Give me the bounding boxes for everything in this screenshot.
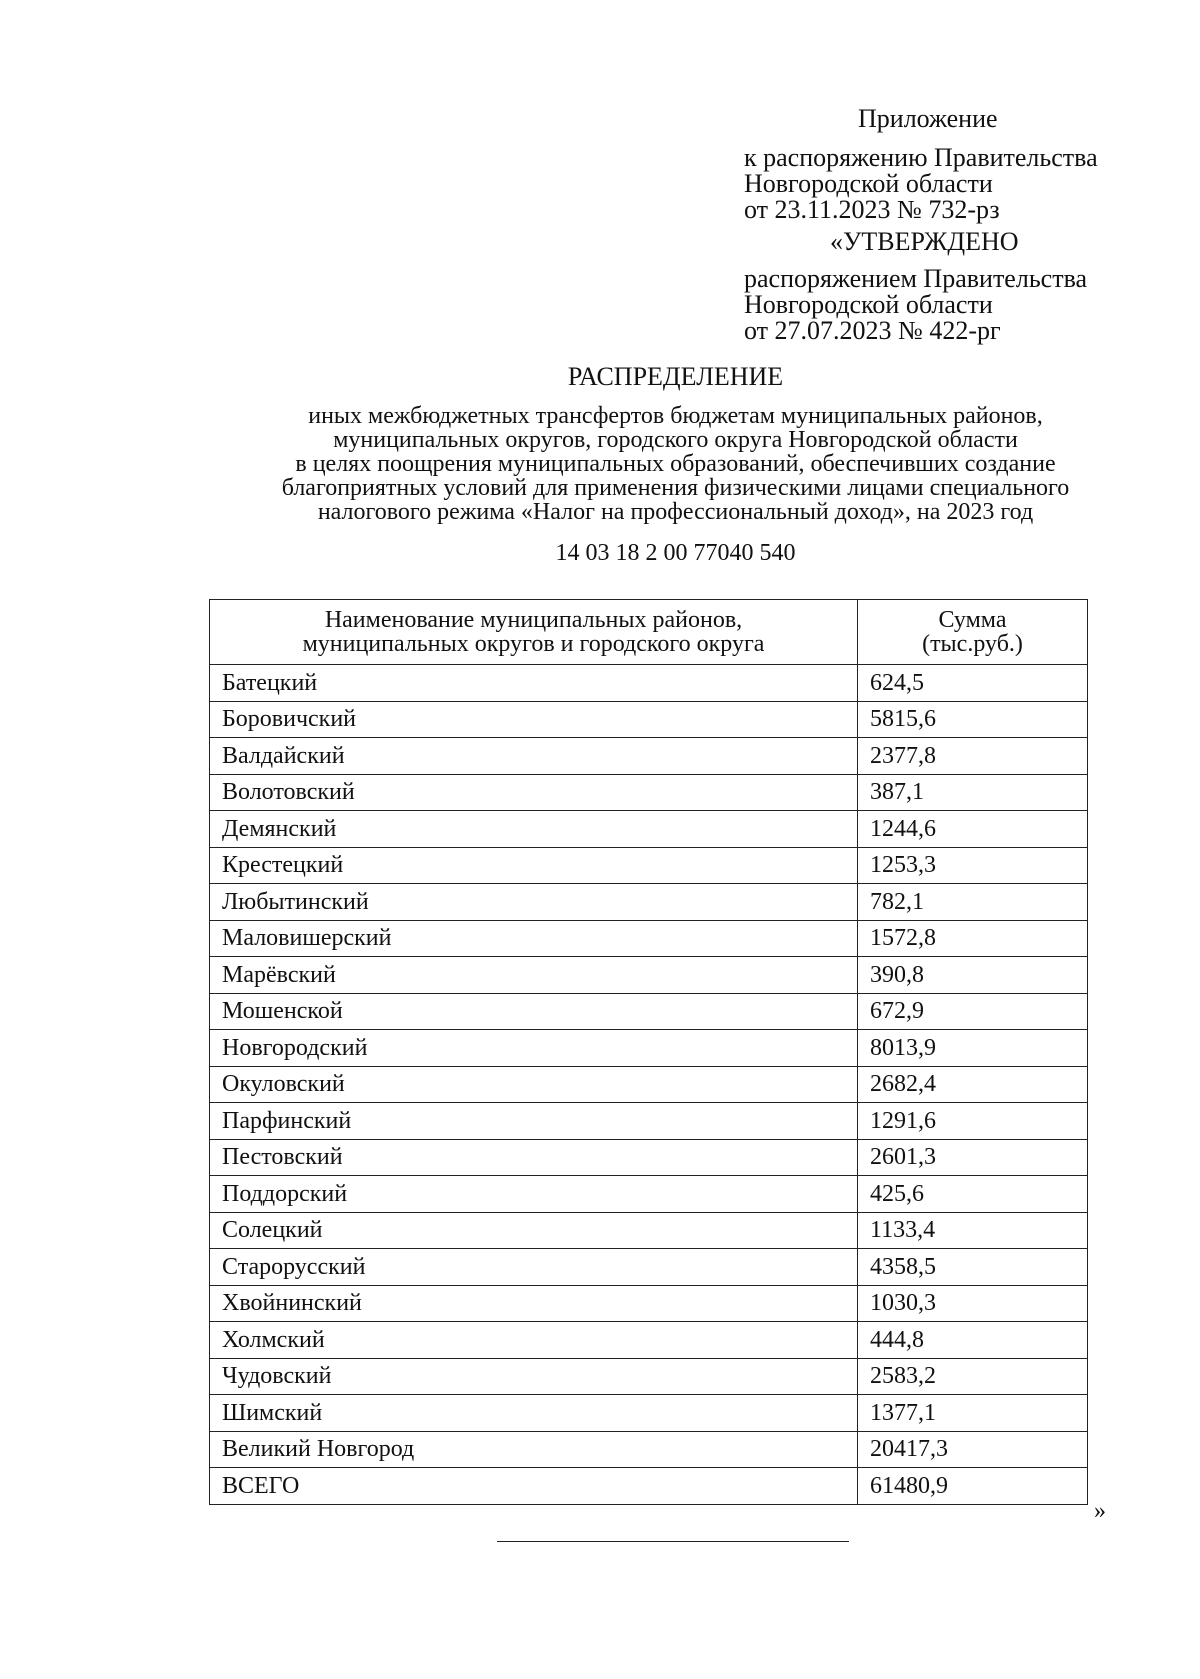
row-name-cell: Поддорский	[210, 1176, 858, 1213]
table-row	[210, 1285, 1088, 1322]
column-header-sum-line1: Сумма	[938, 607, 1007, 633]
end-divider-line	[497, 1541, 849, 1542]
row-sum-cell: 2682,4	[858, 1066, 1088, 1103]
table-row	[210, 1431, 1088, 1468]
row-sum-cell: 425,6	[858, 1176, 1088, 1213]
table-row	[210, 847, 1088, 884]
row-sum-cell: 1253,3	[858, 847, 1088, 884]
table-row	[210, 738, 1088, 775]
row-sum-cell: 61480,9	[858, 1468, 1088, 1505]
appendix-label: Приложение	[858, 104, 998, 133]
distribution-table	[209, 599, 1088, 1505]
row-sum-cell: 2601,3	[858, 1139, 1088, 1176]
table-row	[210, 811, 1088, 848]
closing-quote: »	[1094, 1498, 1106, 1524]
row-name-cell: Парфинский	[210, 1103, 858, 1140]
order-ref-line2: Новгородской области	[744, 169, 993, 198]
row-sum-cell: 20417,3	[858, 1431, 1088, 1468]
row-name-cell: Великий Новгород	[210, 1431, 858, 1468]
table-row	[210, 1322, 1088, 1359]
row-name-cell: Батецкий	[210, 665, 858, 702]
table-row	[210, 1395, 1088, 1432]
row-sum-cell: 8013,9	[858, 1030, 1088, 1067]
column-header-sum	[858, 600, 1088, 665]
table-row	[210, 1358, 1088, 1395]
column-header-name-line1: Наименование муниципальных районов,	[324, 607, 743, 633]
row-name-cell: Демянский	[210, 811, 858, 848]
row-name-cell: Чудовский	[210, 1358, 858, 1395]
row-sum-cell: 4358,5	[858, 1249, 1088, 1286]
row-name-cell: Валдайский	[210, 738, 858, 775]
table-row	[210, 1249, 1088, 1286]
table-row	[210, 1103, 1088, 1140]
table-row	[210, 1176, 1088, 1213]
table-row	[210, 993, 1088, 1030]
row-sum-cell: 782,1	[858, 884, 1088, 921]
column-header-name-line2: муниципальных округов и городского округа	[302, 631, 765, 657]
row-name-cell: ВСЕГО	[210, 1468, 858, 1505]
row-sum-cell: 387,1	[858, 774, 1088, 811]
row-name-cell: Новгородский	[210, 1030, 858, 1067]
row-sum-cell: 1291,6	[858, 1103, 1088, 1140]
row-name-cell: Старорусский	[210, 1249, 858, 1286]
title-line4: благоприятных условий для применения физическими лицами специального	[281, 475, 1070, 501]
table-row	[210, 1066, 1088, 1103]
row-name-cell: Холмский	[210, 1322, 858, 1359]
row-name-cell: Волотовский	[210, 774, 858, 811]
row-sum-cell: 624,5	[858, 665, 1088, 702]
row-sum-cell: 390,8	[858, 957, 1088, 994]
title-line3: в целях поощрения муниципальных образований, обеспечивших создание	[295, 451, 1056, 477]
row-name-cell: Боровичский	[210, 701, 858, 738]
row-sum-cell: 2377,8	[858, 738, 1088, 775]
row-sum-cell: 2583,2	[858, 1358, 1088, 1395]
document-heading: РАСПРЕДЕЛЕНИЕ	[567, 362, 784, 391]
approved-label: «УТВЕРЖДЕНО	[830, 227, 1019, 256]
row-sum-cell: 444,8	[858, 1322, 1088, 1359]
table-row	[210, 957, 1088, 994]
table-row	[210, 1212, 1088, 1249]
approved-by-line2: Новгородской области	[744, 290, 993, 319]
order-ref-line1: к распоряжению Правительства	[744, 143, 1098, 172]
approved-by-line1: распоряжением Правительства	[744, 264, 1088, 293]
row-sum-cell: 1377,1	[858, 1395, 1088, 1432]
title-line5: налогового режима «Налог на профессиональный доход», на 2023 год	[317, 499, 1034, 525]
row-name-cell: Окуловский	[210, 1066, 858, 1103]
row-sum-cell: 5815,6	[858, 701, 1088, 738]
approved-by-line3: от 27.07.2023 № 422-рг	[744, 316, 1001, 345]
row-name-cell: Крестецкий	[210, 847, 858, 884]
table-row	[210, 701, 1088, 738]
row-name-cell: Солецкий	[210, 1212, 858, 1249]
table-row	[210, 1468, 1088, 1505]
row-name-cell: Хвойнинский	[210, 1285, 858, 1322]
row-name-cell: Марёвский	[210, 957, 858, 994]
table-row	[210, 920, 1088, 957]
row-sum-cell: 1030,3	[858, 1285, 1088, 1322]
column-header-sum-line2: (тыс.руб.)	[922, 631, 1023, 657]
table-header-row	[210, 600, 1088, 665]
title-line1: иных межбюджетных трансфертов бюджетам муниципальных районов,	[308, 403, 1043, 429]
row-sum-cell: 672,9	[858, 993, 1088, 1030]
row-name-cell: Мошенской	[210, 993, 858, 1030]
table-row	[210, 884, 1088, 921]
row-name-cell: Маловишерский	[210, 920, 858, 957]
table-row	[210, 665, 1088, 702]
row-name-cell: Шимский	[210, 1395, 858, 1432]
row-name-cell: Любытинский	[210, 884, 858, 921]
row-sum-cell: 1244,6	[858, 811, 1088, 848]
row-sum-cell: 1133,4	[858, 1212, 1088, 1249]
column-header-name	[210, 600, 858, 665]
budget-code: 14 03 18 2 00 77040 540	[555, 540, 796, 566]
table-row	[210, 1139, 1088, 1176]
row-name-cell: Пестовский	[210, 1139, 858, 1176]
order-ref-line3: от 23.11.2023 № 732-рз	[744, 195, 1000, 224]
title-line2: муниципальных округов, городского округа Новгородской области	[333, 427, 1018, 453]
row-sum-cell: 1572,8	[858, 920, 1088, 957]
table-row	[210, 1030, 1088, 1067]
table-row	[210, 774, 1088, 811]
